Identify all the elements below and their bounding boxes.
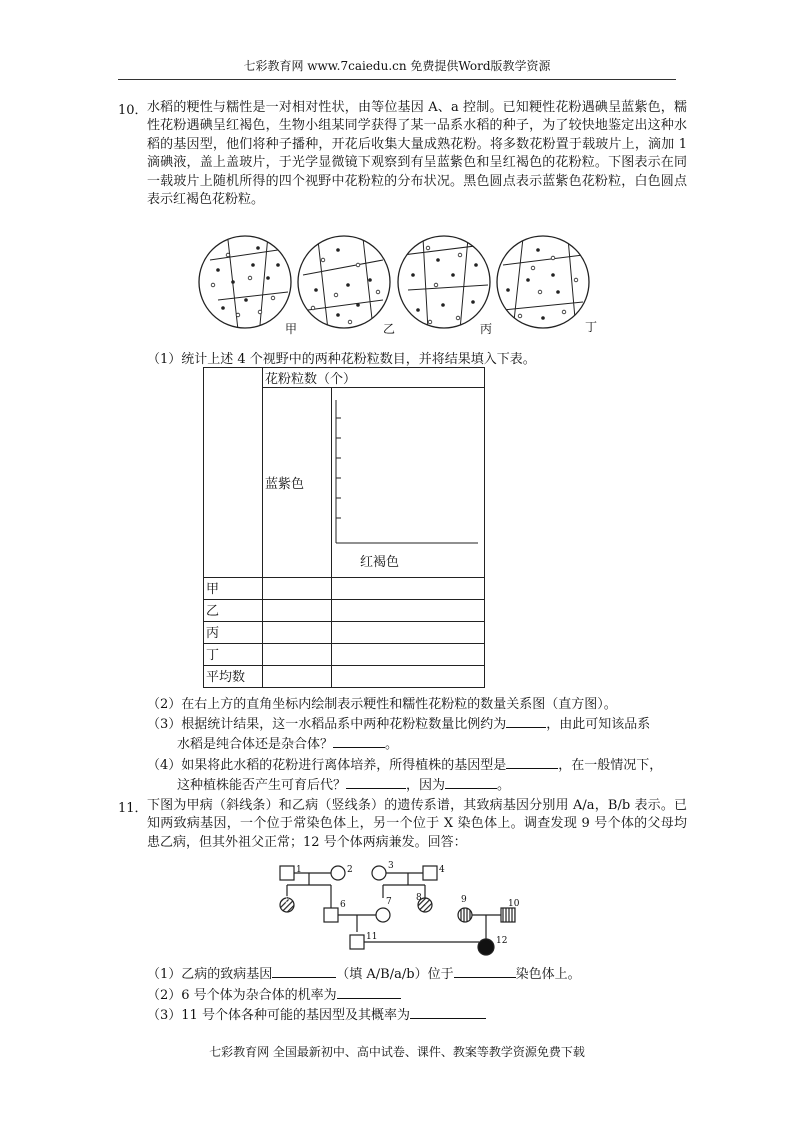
label-4: 4 — [439, 865, 445, 875]
q10-sub3-line1 — [147, 713, 650, 732]
table-header: 花粉粒数（个） — [263, 368, 485, 388]
col-blue-header: 蓝紫色 — [263, 388, 332, 578]
q10-sub4d: ，因为 — [406, 778, 446, 793]
q10-sub4e: 。 — [497, 778, 511, 793]
pedigree-chart — [265, 860, 535, 960]
field-label-ding: 丁 — [585, 320, 598, 334]
q11-sub1a: （1）乙病的致病基因 — [147, 967, 273, 982]
label-12: 12 — [496, 936, 508, 946]
q11-sub1b: （填 A/B/a/b）位于 — [336, 967, 454, 982]
label-1: 1 — [296, 865, 302, 875]
q10-sub4c: 这种植株能否产生可育后代？ — [177, 778, 347, 793]
field-ding — [497, 236, 589, 330]
cell-average-blue[interactable] — [263, 666, 332, 688]
q11-genotype-blank[interactable] — [410, 1006, 486, 1019]
field-label-jia: 甲 — [285, 322, 298, 336]
individual-11 — [350, 935, 364, 949]
q11-chromosome-blank[interactable] — [454, 965, 516, 978]
label-2: 2 — [347, 865, 353, 875]
field-label-bing: 丙 — [480, 322, 493, 336]
individual-12 — [478, 939, 494, 955]
q10-sub4b: ，在一般情况下， — [558, 758, 663, 773]
label-3: 3 — [388, 861, 394, 871]
q10-sub1: （1）统计上述 4 个视野中的两种花粉粒数目，并将结果填入下表。 — [147, 352, 536, 367]
cell-average-red[interactable] — [332, 666, 485, 688]
individual-6 — [324, 908, 338, 922]
row-label-yi: 乙 — [204, 600, 263, 622]
q10-sub3a: （3）根据统计结果，这一水稻品系中两种花粉粒数量比例约为 — [147, 717, 507, 732]
q11-sub3: （3）11 号个体各种可能的基因型及其概率为 — [147, 1008, 410, 1023]
q10-sub4-line1 — [147, 754, 662, 773]
pollen-count-table — [203, 367, 485, 688]
row-label-jia: 甲 — [204, 578, 263, 600]
histogram-axes — [332, 388, 480, 578]
label-11: 11 — [366, 932, 378, 942]
q11-sub2-line — [147, 984, 401, 1003]
page-header: 七彩教育网 www.7caiedu.cn 免费提供Word版教学资源 — [118, 57, 676, 80]
label-7: 7 — [386, 897, 392, 907]
cell-yi-red[interactable] — [332, 600, 485, 622]
cell-bing-blue[interactable] — [263, 622, 332, 644]
q10-number: 10． — [118, 103, 148, 118]
individual-4 — [423, 866, 437, 880]
q11-number: 11． — [118, 801, 148, 816]
label-9: 9 — [461, 895, 467, 905]
row-label-ding: 丁 — [204, 644, 263, 666]
row-label-average: 平均数 — [204, 666, 263, 688]
cell-jia-blue[interactable] — [263, 578, 332, 600]
label-5: 5 — [285, 896, 291, 906]
q10-genotype-blank[interactable] — [506, 756, 558, 769]
q10-sub3d: 。 — [385, 737, 399, 752]
cell-ding-red[interactable] — [332, 644, 485, 666]
label-8: 8 — [416, 893, 422, 903]
q10-sub3c: 水稻是纯合体还是杂合体？ — [177, 737, 334, 752]
individual-10 — [501, 908, 515, 922]
q11-sub1c: 染色体上。 — [515, 967, 581, 982]
q11-sub3-line — [147, 1004, 486, 1023]
q10-ratio-blank[interactable] — [506, 715, 546, 728]
q10-sub2: （2）在右上方的直角坐标内绘制表示粳性和糯性花粉粒的数量关系图（直方图）。 — [147, 697, 617, 712]
label-10: 10 — [508, 899, 520, 909]
individual-9 — [458, 908, 472, 922]
field-jia — [199, 235, 291, 330]
q11-gene-blank[interactable] — [272, 965, 336, 978]
cell-yi-blue[interactable] — [263, 600, 332, 622]
field-bing — [398, 236, 490, 330]
q11-text: 下图为甲病（斜线条）和乙病（竖线条）的遗传系谱，其致病基因分别用 A/a，B/b 表示。已知两致病基因，一个位于常染色体上，另一个位于 X 染色体上。调查发现 9 号个体的父母均患乙病，但其外祖父正常；12 号个体两病兼发。回答： — [147, 798, 687, 850]
q10-sub4a: （4）如果将此水稻的花粉进行离体培养，所得植株的基因型是 — [147, 758, 507, 773]
q10-text: 水稻的粳性与糯性是一对相对性状，由等位基因 A、a 控制。已知粳性花粉遇碘呈蓝紫色，糯性花粉遇碘呈红褐色，生物小组某同学获得了某一品系水稻的种子，为了较快地鉴定出这种水稻的基因型，他们将种子播种，开花后收集大量成熟花粉。将多数花粉置于载玻片上，滴加 1 滴碘液，盖上盖玻片，于光学显微镜下观察到有呈蓝紫色和呈红褐色的花粉粒。下图表示在同一载玻片上随机所得的四个视野中花粉粒的分布状况。黑色圆点表示蓝紫色花粉粒，白色圆点表示红褐色花粉粒。 — [147, 100, 687, 208]
cell-ding-blue[interactable] — [263, 644, 332, 666]
individual-3 — [372, 866, 386, 880]
cell-bing-red[interactable] — [332, 622, 485, 644]
microscope-fields-figure — [198, 230, 598, 340]
q10-sub3b: ，由此可知该品系 — [546, 717, 651, 732]
field-yi — [298, 236, 390, 330]
individual-1 — [280, 866, 294, 880]
q10-reason-blank[interactable] — [445, 776, 497, 789]
individual-7 — [376, 908, 390, 922]
page-footer: 七彩教育网 全国最新初中、高中试卷、课件、教案等教学资源免费下载 — [209, 1045, 585, 1059]
individual-2 — [331, 866, 345, 880]
q11-sub2: （2）6 号个体为杂合体的机率为 — [147, 988, 337, 1003]
q11-probability-blank[interactable] — [337, 986, 401, 999]
label-6: 6 — [340, 900, 346, 910]
q10-sub4-line2 — [177, 774, 510, 793]
q11-sub1 — [147, 963, 581, 982]
q10-sub3-line2 — [177, 733, 398, 752]
q10-fertile-blank[interactable] — [346, 776, 406, 789]
cell-jia-red[interactable] — [332, 578, 485, 600]
col-red-label: 红褐色 — [360, 555, 400, 570]
table-corner — [204, 368, 263, 578]
field-label-yi: 乙 — [383, 322, 396, 336]
col-red-header — [332, 388, 485, 578]
row-label-bing: 丙 — [204, 622, 263, 644]
q10-purity-blank[interactable] — [333, 735, 385, 748]
